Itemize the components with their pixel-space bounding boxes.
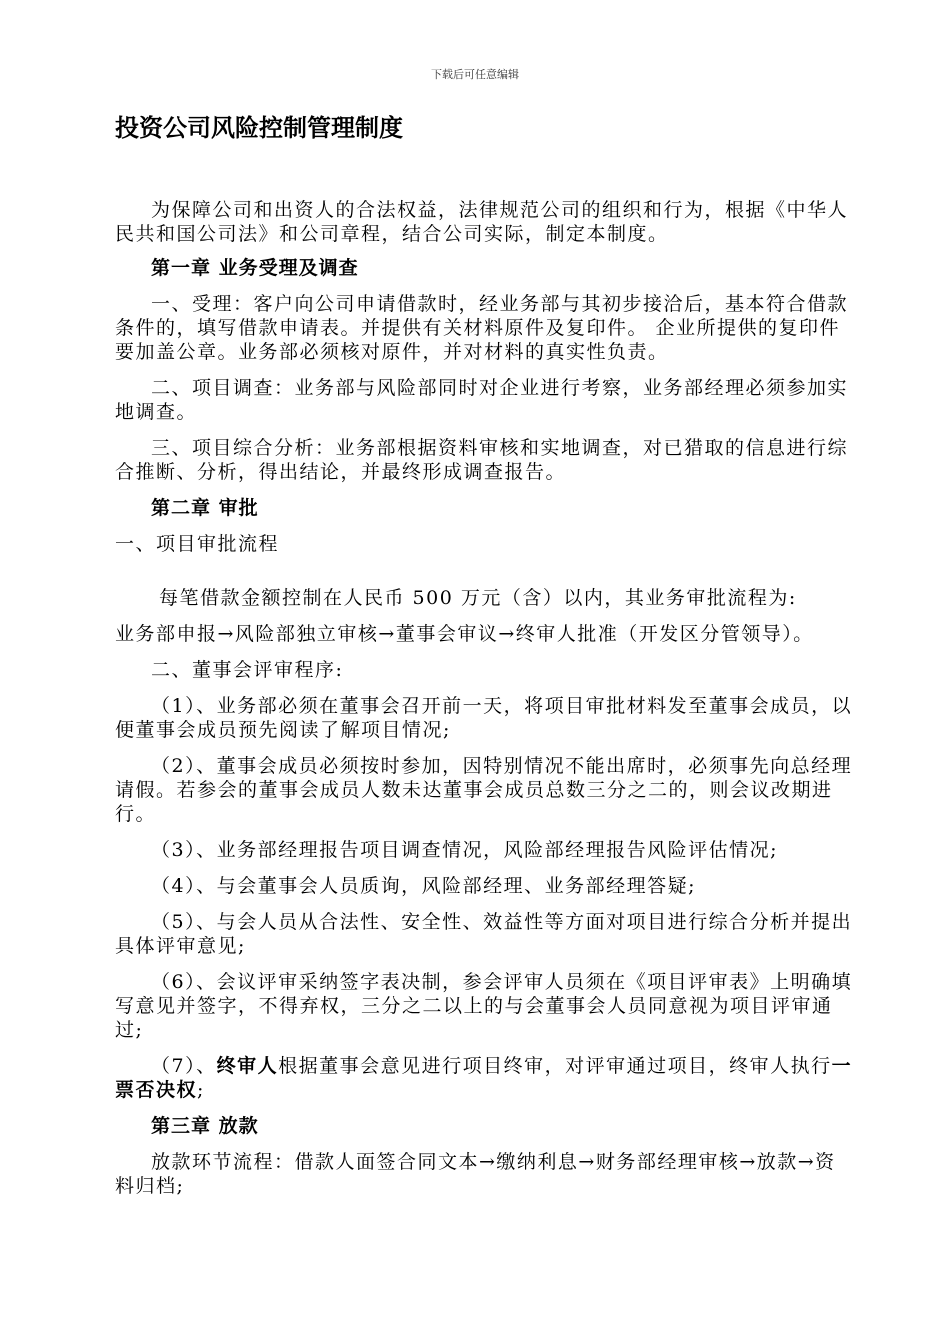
chapter2-flow-paragraph: 业务部申报→风险部独立审核→董事会审议→终审人批准（开发区分管领导）。 bbox=[115, 623, 814, 645]
document-body bbox=[115, 108, 855, 1210]
chapter1-paragraph-3: 三、项目综合分析：业务部根据资料审核和实地调查，对已猎取的信息进行综合推断、分析，得出结论，并最终形成调查报告。 bbox=[115, 437, 849, 483]
review-item-7-middle: 根据董事会意见进行项目终审，对评审通过项目，终审人执行 bbox=[278, 1055, 832, 1077]
chapter2-subheading-2: 二、董事会评审程序: bbox=[151, 659, 344, 681]
intro-paragraph: 为保障公司和出资人的合法权益，法律规范公司的组织和行为，根据《中华人民共和国公司法》和公司章程，结合公司实际，制定本制度。 bbox=[115, 199, 849, 245]
chapter1-paragraph-2: 二、项目调查：业务部与风险部同时对企业进行考察，业务部经理必须参加实地调查。 bbox=[115, 377, 849, 423]
review-item-5: （5）、与会人员从合法性、安全性、效益性等方面对项目进行综合分析并提出具体评审意见; bbox=[115, 911, 853, 957]
review-item-7-prefix: （7）、 bbox=[151, 1055, 217, 1077]
chapter3-paragraph-1: 放款环节流程：借款人面签合同文本→缴纳利息→财务部经理审核→放款→资料归档; bbox=[115, 1151, 836, 1197]
review-item-1: （1）、业务部必须在董事会召开前一天，将项目审批材料发至董事会成员，以便董事会成员预先阅读了解项目情况; bbox=[115, 695, 853, 741]
review-item-7 bbox=[115, 1054, 855, 1102]
review-item-7-suffix: ; bbox=[197, 1079, 205, 1101]
review-item-7-bold-final-approver: 终审人 bbox=[216, 1055, 279, 1077]
review-item-7-bold-veto: 一票否决权 bbox=[115, 1055, 853, 1101]
chapter2-amount-paragraph: 每笔借款金额控制在人民币 500 万元（含）以内，其业务审批流程为: bbox=[159, 587, 797, 609]
chapter1-paragraph-1: 一、受理：客户向公司申请借款时，经业务部与其初步接洽后，基本符合借款条件的，填写借款申请表。并提供有关材料原件及复印件。 企业所提供的复印件要加盖公章。业务部必须核对原件，并对材料的真实性负责。 bbox=[115, 293, 849, 363]
chapter2-subheading-1: 一、项目审批流程 bbox=[115, 533, 280, 555]
document-title: 投资公司风险控制管理制度 bbox=[115, 114, 403, 142]
chapter3-heading: 第三章 放款 bbox=[151, 1115, 259, 1137]
review-item-6: （6）、会议评审采纳签字表决制，参会评审人员须在《项目评审表》上明确填写意见并签字，不得弃权，三分之二以上的与会董事会人员同意视为项目评审通过; bbox=[115, 971, 853, 1041]
chapter1-heading: 第一章 业务受理及调查 bbox=[151, 257, 359, 279]
review-item-2: （2）、董事会成员必须按时参加，因特别情况不能出席时，必须事先向总经理请假。若参会的董事会成员人数未达董事会成员总数三分之二的，则会议改期进行。 bbox=[115, 755, 853, 825]
review-item-3: （3）、业务部经理报告项目调查情况，风险部经理报告风险评估情况; bbox=[151, 839, 778, 861]
header-note: 下载后可任意编辑 bbox=[431, 68, 519, 81]
chapter2-heading: 第二章 审批 bbox=[151, 497, 259, 519]
review-item-4: （4）、与会董事会人员质询，风险部经理、业务部经理答疑; bbox=[151, 875, 696, 897]
